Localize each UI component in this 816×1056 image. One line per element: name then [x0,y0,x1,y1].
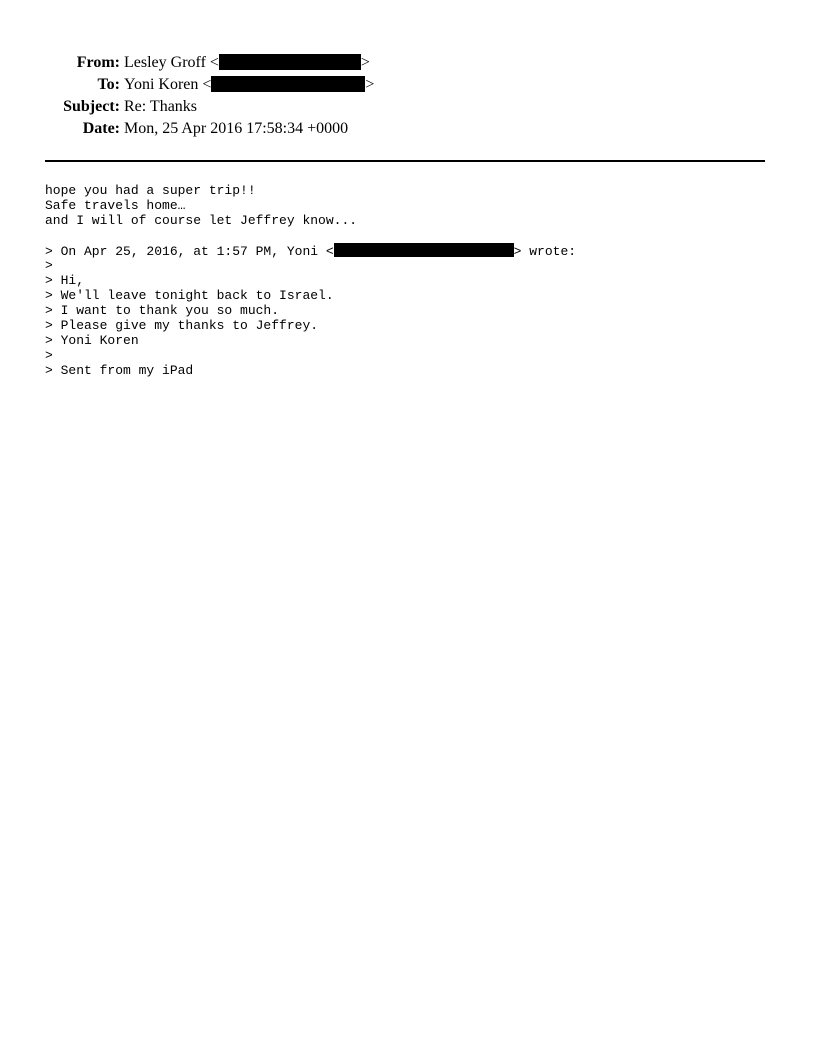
date-row [0,118,816,140]
reply-line: and I will of course let Jeffrey know... [45,213,358,228]
date-value: Mon, 25 Apr 2016 17:58:34 +0000 [124,120,349,137]
quoted-line: > We'll leave tonight back to Israel. [45,288,334,303]
quoted-line: > [45,258,53,273]
email-header [0,52,816,140]
to-label: To: [97,76,120,93]
to-row [0,74,816,96]
quoted-line: > Please give my thanks to Jeffrey. [45,318,319,333]
quote-intro-before: > On Apr 25, 2016, at 1:57 PM, Yoni < [45,244,334,259]
redacted-to-email [211,76,365,92]
from-value [120,52,370,74]
quoted-line: > Sent from my iPad [45,363,194,378]
from-close: > [360,54,370,71]
subject-value: Re: Thanks [124,98,198,115]
to-close: > [365,76,375,93]
quote-intro-after: > wrote: [513,244,577,259]
from-row [0,52,816,74]
quoted-line: > I want to thank you so much. [45,303,280,318]
from-label: From: [76,54,120,71]
quoted-line: > Yoni Koren [45,333,139,348]
redacted-from-email [219,54,361,70]
redacted-quoted-email [334,243,514,257]
blank-line [45,228,765,243]
quoted-line: > [45,348,53,363]
subject-row [0,96,816,118]
email-body [45,183,765,378]
to-name: Yoni Koren < [124,76,212,93]
to-value [120,74,374,96]
date-label: Date: [82,120,120,137]
quoted-line: > Hi, [45,273,85,288]
quote-intro-line [45,243,765,258]
subject-label: Subject: [63,98,120,115]
from-name: Lesley Groff < [124,54,219,71]
reply-line: Safe travels home… [45,198,186,213]
header-divider [45,160,765,162]
reply-line: hope you had a super trip!! [45,183,256,198]
